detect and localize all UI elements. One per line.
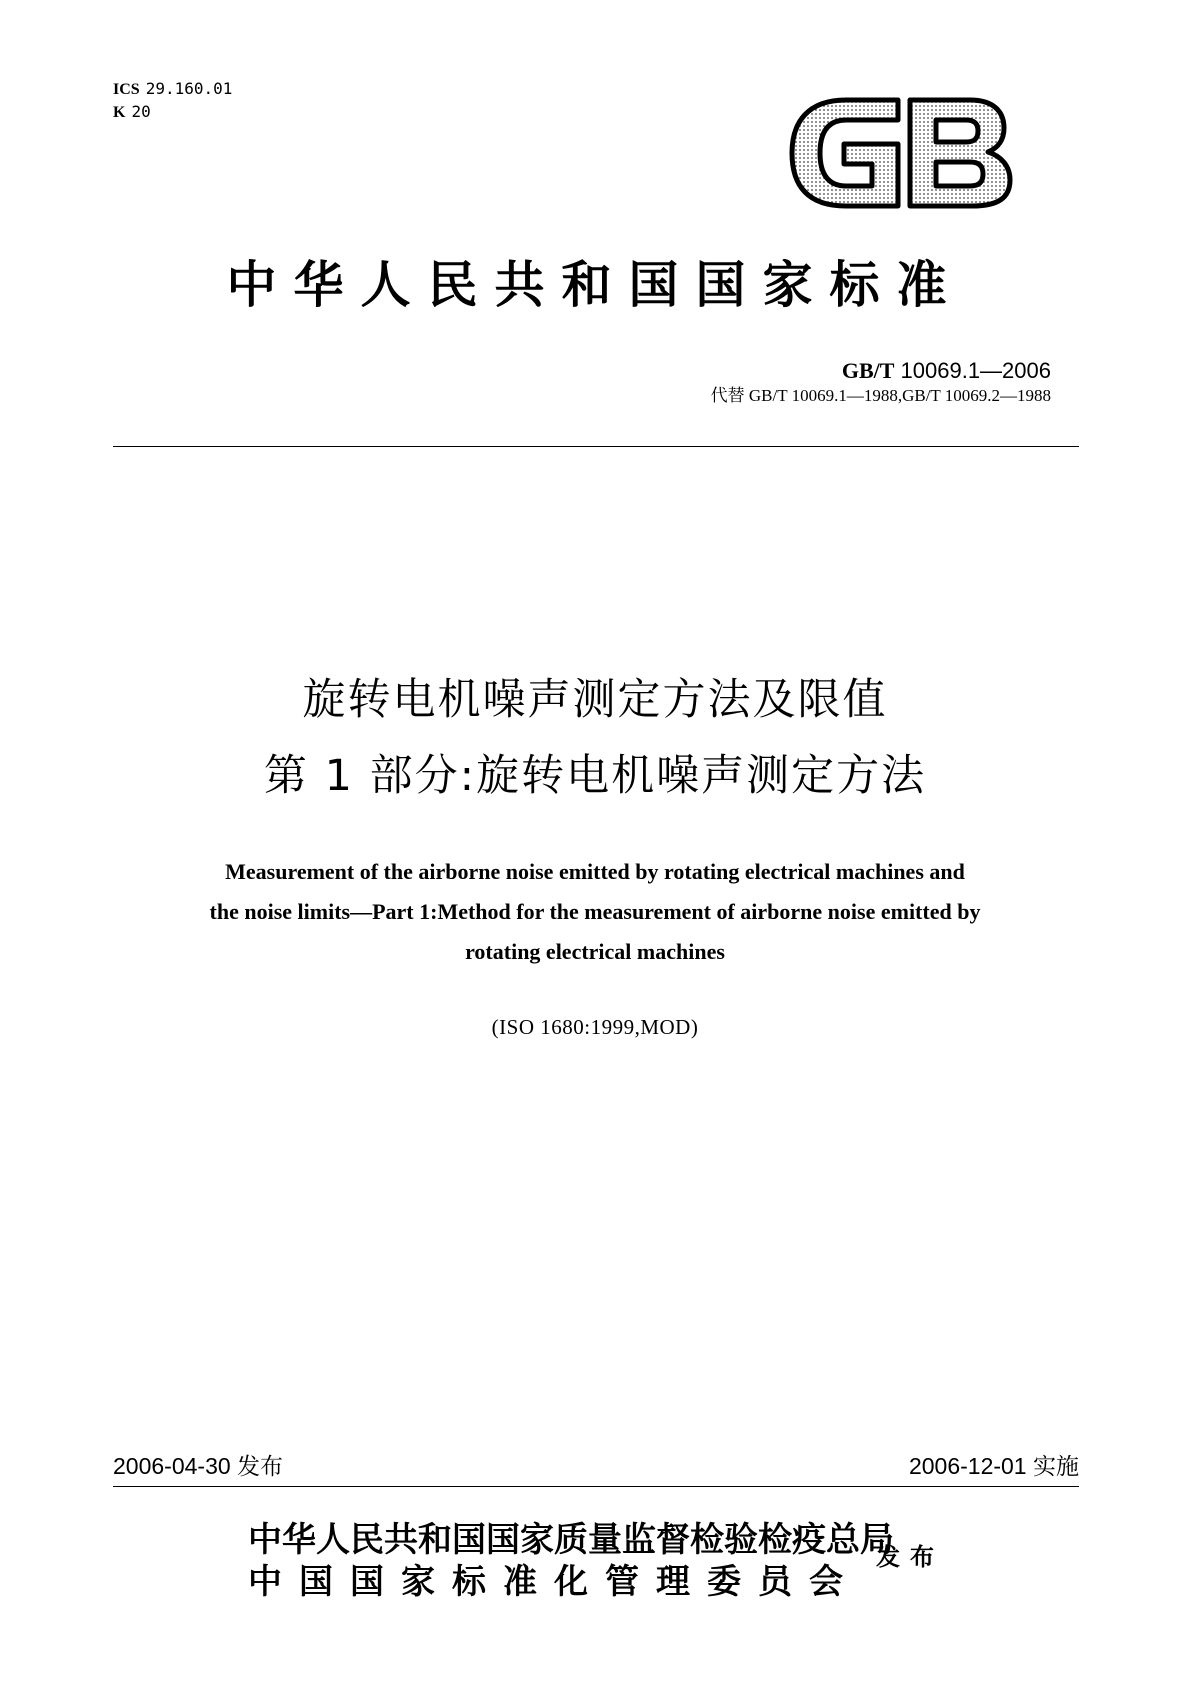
ccs-line xyxy=(113,101,232,124)
national-standard-title: 中华人民共和国国家标准 xyxy=(226,255,964,314)
publish-date: 2006-04-30 发布 xyxy=(113,1453,284,1479)
issuing-authorities xyxy=(248,1519,894,1603)
issuer-aqsiq: 中华人民共和国国家质量监督检验检疫总局 xyxy=(248,1520,894,1560)
header-divider xyxy=(113,446,1079,447)
chinese-title-line-1: 旋转电机噪声测定方法及限值 xyxy=(302,675,888,725)
english-title-line-1: Measurement of the airborne noise emitted by rotating electrical machines and xyxy=(225,859,965,884)
standard-number xyxy=(842,358,1051,384)
ics-line xyxy=(113,78,232,101)
ccs-code: 20 xyxy=(131,102,151,121)
english-title-line-3: rotating electrical machines xyxy=(465,939,725,964)
gb-logo xyxy=(786,92,1016,214)
ccs-label: K xyxy=(113,104,126,121)
standard-prefix: GB/T xyxy=(841,358,895,383)
ics-label: ICS xyxy=(113,81,140,98)
ics-code: 29.160.01 xyxy=(145,79,233,98)
issuer-sac: 中国国家标准化管理委员会 xyxy=(248,1562,860,1602)
replaces-note: 代替 GB/T 10069.1—1988,GB/T 10069.2—1988 xyxy=(710,386,1051,405)
footer-divider xyxy=(113,1486,1079,1487)
chinese-title-line-2: 第 1 部分:旋转电机噪声测定方法 xyxy=(263,751,927,801)
publish-label: 发布 xyxy=(876,1542,944,1571)
classification-codes xyxy=(113,78,232,124)
english-title xyxy=(100,852,1090,972)
iso-reference: (ISO 1680:1999,MOD) xyxy=(491,1015,699,1039)
english-title-line-2: the noise limits—Part 1:Method for the measurement of airborne noise emitted by xyxy=(209,899,981,924)
standard-number-value: 10069.1—2006 xyxy=(900,358,1051,383)
effective-date: 2006-12-01 实施 xyxy=(908,1453,1079,1479)
